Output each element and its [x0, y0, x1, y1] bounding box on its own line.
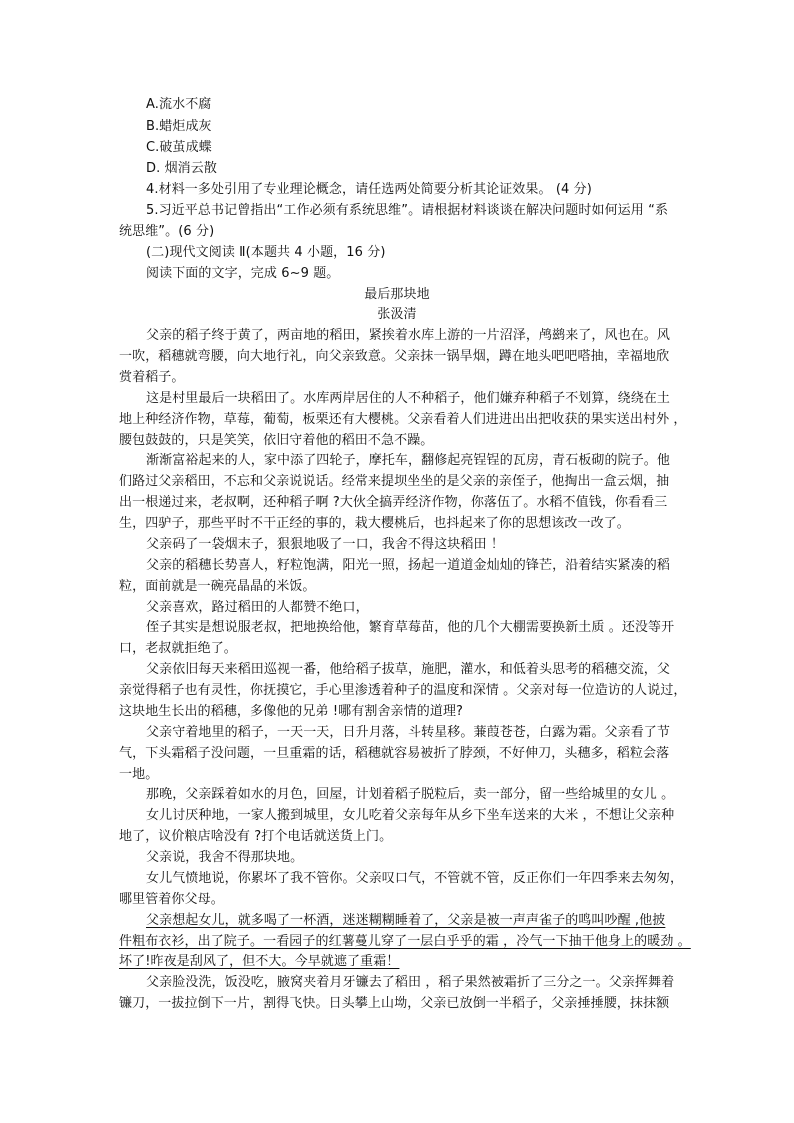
article-line: 父亲喜欢，路过稻田的人都赞不绝口，: [146, 600, 369, 615]
article-line: 一地。: [119, 767, 159, 782]
article-line: 这块地生长出的稻穗，多像他的兄弟 !哪有割舍亲情的道理?: [119, 704, 464, 719]
article-line: 父亲守着地里的稻子，一天一天，日升月落，斗转星移。蒹葭苍苍，白露为霜。父亲看了节: [146, 725, 671, 740]
question-5-line-1: 5.习近平总书记曾指出“工作必须有系统思维”。请根据材料谈谈在解决问题时如何运用 “系: [146, 203, 669, 218]
article-line: 生，四驴子，那些平时不干正经的事的，栽大樱桃后，也抖起来了你的思想该改一改了。: [119, 516, 630, 531]
article-line: 一吹，稻穗就弯腰，向大地行礼，向父亲致意。父亲抹一锅旱烟，蹲在地头吧吧嗒抽，幸福地欣: [119, 349, 670, 364]
article-line: 那晚，父亲踩着如水的月色，回屋，计划着稻子脱粒后，卖一部分，留一些给城里的女儿 。: [146, 787, 675, 802]
article-line: 女儿讨厌种地，一家人搬到城里，女儿吃着父亲每年从乡下坐车送来的大米 ，不想让父亲种: [146, 808, 675, 823]
article-line: 父亲码了一袋烟末子，狠狠地吸了一口，我舍不得这块稻田 ！: [146, 537, 504, 552]
article-author: 张汲清: [377, 307, 417, 322]
option-a: A.流水不腐: [146, 97, 212, 112]
underlined-passage-line: 件粗布衣衫，出了院子。一看园子的红薯蔓儿穿了一层白乎乎的霜 ，冷气一下抽干他身上的暖劲 。: [119, 934, 691, 949]
article-line: 地上种经济作物，草莓，葡萄，板栗还有大樱桃。父亲看着人们进进出出把收获的果实送出村外 ，: [119, 412, 687, 427]
article-line: 渐渐富裕起来的人，家中添了四轮子，摩托车，翻修起亮锃锃的瓦房，青石板砌的院子。他: [146, 453, 671, 468]
article-line: 赏着稻子。: [119, 370, 185, 385]
question-4: 4.材料一多处引用了专业理论概念，请任选两处简要分析其论证效果。 (4 分): [146, 182, 592, 197]
underlined-passage-line: 坏了!昨夜是刮风了，但不大。今早就遮了重霜！: [119, 954, 400, 969]
article-line: 父亲脸没洗，饭没吃，腋窝夹着月牙镰去了稻田 ，稻子果然被霜折了三分之一。父亲挥舞着: [146, 975, 675, 990]
article-line: 女儿气愤地说，你累坏了我不管你。父亲叹口气，不管就不管，反正你们一年四季来去匆匆，: [146, 871, 684, 886]
article-line: 口，老叔就拒绝了。: [119, 641, 237, 656]
article-line: 地了，议价粮店啥没有 ?打个电话就送货上门。: [119, 829, 393, 844]
option-b: B.蜡炬成灰: [146, 119, 212, 134]
article-line: 这是村里最后一块稻田了。水库两岸居住的人不种稻子，他们嫌弃种稻子不划算，绕绕在土: [146, 391, 671, 406]
article-line: 哪里管着你父母。: [119, 892, 224, 907]
article-line: 侄子其实是想说服老叔，把地换给他，繁育草莓苗，他的几个大棚需要换新土质 。还没等开: [146, 620, 675, 635]
question-5-line-2: 统思维”。(6 分): [119, 224, 215, 239]
article-line: 们路过父亲稻田，不忘和父亲说说话。经常来提坝坐坐的是父亲的亲侄子，他掏出一盒云烟，抽: [119, 474, 670, 489]
article-line: 镰刀，一拔拉倒下一片，割得飞快。日头攀上山坳，父亲已放倒一半稻子，父亲捶捶腰，抹抹额: [119, 996, 670, 1011]
article-line: 粒，面前就是一碗亮晶晶的米饭。: [119, 579, 316, 594]
article-title: 最后那块地: [364, 287, 430, 302]
article-line: 气，下头霜稻子没问题，一旦重霜的话，稻穗就容易被折了脖颈，不好伸刀，头穗多，稻粒会落: [119, 746, 670, 761]
section-heading: (二)现代文阅读 Ⅱ(本题共 4 小题，16 分): [146, 245, 386, 260]
article-line: 父亲依旧每天来稻田巡视一番，他给稻子拔草，施肥，灌水，和低着头思考的稻穗交流，父: [146, 662, 671, 677]
option-c: C.破茧成蝶: [146, 140, 212, 155]
article-line: 亲觉得稻子也有灵性，你抚摸它，手心里渗透着种子的温度和深情 。父亲对每一位造访的人说过，: [119, 683, 687, 698]
article-line: 出一根递过来，老叔啊，还种稻子啊 ?大伙全搞弄经济作物，你落伍了。水稻不值钱，你看看三: [119, 495, 668, 510]
section-instruction: 阅读下面的文字，完成 6~9 题。: [146, 266, 340, 281]
article-line: 腰包鼓鼓的，只是笑笑，依旧守着他的稻田不急不躁。: [119, 433, 434, 448]
underlined-passage-line: 父亲想起女儿，就多喝了一杯酒，迷迷糊糊睡着了，父亲是被一声声雀子的鸣叫吵醒 ,他披: [146, 913, 666, 928]
option-d: D. 烟消云散: [146, 161, 217, 176]
article-line: 父亲说，我舍不得那块地。: [146, 850, 304, 865]
article-line: 父亲的稻子终于黄了，两亩地的稻田，紧挨着水库上游的一片沼泽，鸬鹚来了，风也在。风: [146, 328, 671, 343]
article-line: 父亲的稻穗长势喜人，籽粒饱满，阳光一照，扬起一道道金灿灿的锋芒，沿着结实紧凑的稻: [146, 558, 671, 573]
